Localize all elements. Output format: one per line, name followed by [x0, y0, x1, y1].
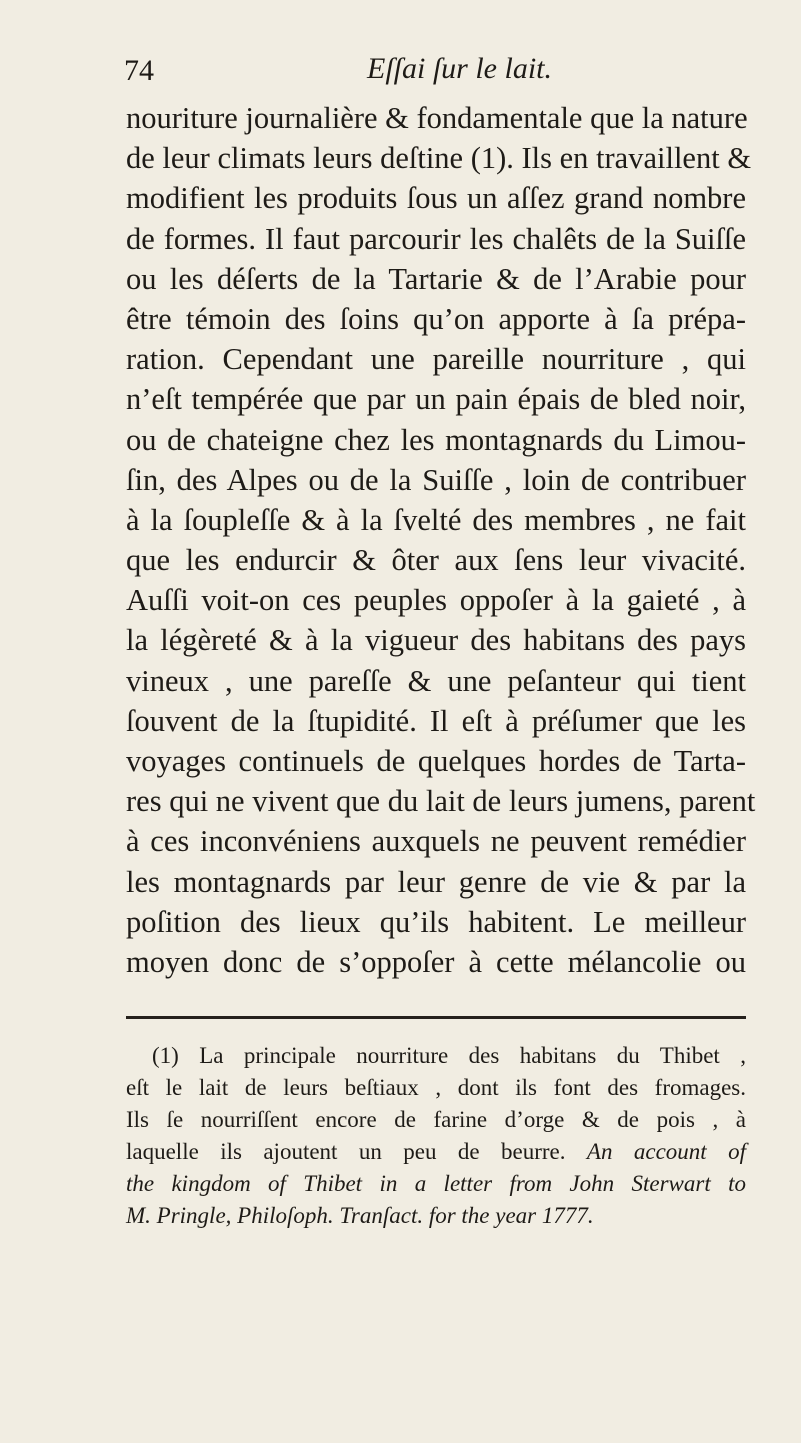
running-title: Eſſai ſur le lait. [367, 52, 552, 85]
text-line: ſin, des Alpes ou de la Suiſſe , loin de contribuer [126, 462, 746, 497]
body-text [126, 98, 756, 982]
page-header [124, 50, 744, 94]
footnote-citation-line: the kingdom of Thibet in a letter from John Sterwart to [126, 1171, 746, 1196]
text-line: ſouvent de la ſtupidité. Il eſt à préſumer que les [126, 703, 746, 738]
text-line: ou de chateigne chez les montagnards du Limou- [126, 422, 746, 457]
footnote [126, 1040, 746, 1232]
text-line: de formes. Il faut parcourir les chalêts de la Suiſſe [126, 221, 746, 256]
text-line: vineux , une pareſſe & une peſanteur qui tient [126, 663, 746, 698]
text-line: ration. Cependant une pareille nourriture , qui [126, 342, 746, 377]
text-line: poſition des lieux qu’ils habitent. Le meilleur [126, 904, 746, 939]
text-line: res qui ne vivent que du lait de leurs jumens, parent [126, 784, 756, 819]
text-line: ou les déſerts de la Tartarie & de l’Arabie pour [126, 261, 746, 296]
text-line: à ces inconvéniens auxquels ne peuvent remédier [126, 824, 746, 859]
footnote-line: (1) La principale nourriture des habitans du Thibet , [152, 1043, 746, 1068]
footnote-citation-line: M. Pringle, Philoſoph. Tranſact. for the year 1777. [126, 1203, 594, 1228]
text-line: que les endurcir & ôter aux ſens leur vivacité. [126, 543, 746, 578]
text-line: n’eſt tempérée que par un pain épais de bled noir, [126, 382, 746, 417]
text-line: les montagnards par leur genre de vie & par la [126, 864, 746, 899]
text-line: Auſſi voit-on ces peuples oppoſer à la gaieté , à [126, 583, 746, 618]
text-line: à la ſoupleſſe & à la ſvelté des membres , ne fait [126, 502, 746, 537]
footnote-line: Ils ſe nourriſſent encore de farine d’orge & de pois , à [126, 1107, 746, 1132]
text-line: moyen donc de s’oppoſer à cette mélancolie ou [126, 944, 746, 979]
text-line: la légèreté & à la vigueur des habitans des pays [126, 623, 746, 658]
text-line: voyages continuels de quelques hordes de Tarta- [126, 744, 746, 778]
footnote-line: eſt le lait de leurs beſtiaux , dont ils font des fromages. [126, 1075, 746, 1100]
footnote-line-mixed [126, 1136, 746, 1168]
footnote-divider [126, 1016, 746, 1019]
text-line: nouriture journalière & fondamentale que la nature [126, 101, 748, 135]
footnote-citation: An account of [586, 1139, 746, 1164]
text-line: de leur climats leurs deſtine (1). Ils en travaillent & [126, 141, 752, 176]
footnote-text: laquelle ils ajoutent un peu de beurre. [126, 1139, 566, 1164]
text-line: modifient les produits ſous un aſſez grand nombre [126, 181, 746, 216]
text-line: être témoin des ſoins qu’on apporte à ſa prépa- [126, 301, 746, 336]
page-number: 74 [124, 54, 154, 87]
